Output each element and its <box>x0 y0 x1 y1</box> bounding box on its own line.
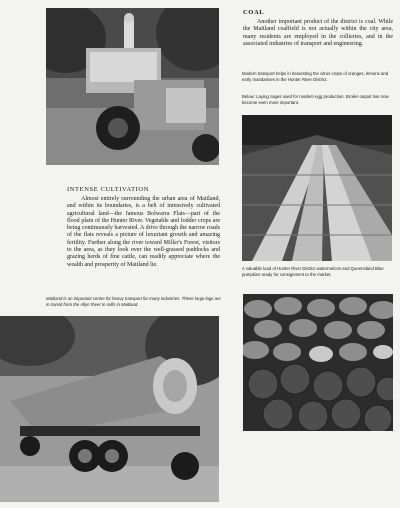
coal-paragraph: Another important product of the district is coal. While the Maitland coalfield is not actually within the city area, many residents are employed in the collieries, and in the associated industries of transport and engineering. <box>243 19 393 47</box>
log-truck-photo <box>0 316 219 502</box>
laying-cages-photo <box>242 115 392 261</box>
tractor-harvest-photo <box>46 8 219 165</box>
pumpkins-caption: A valuable load of Hunter River District watermelons and Queensland Blue pumpkins ready for consignment to the market. <box>242 266 384 277</box>
pumpkins-watermelons-photo <box>243 294 393 431</box>
transport-caption: Modern transport helps in harvesting the citrus crops of oranges, lemons and early mandarines in the Hunter River District. <box>242 71 389 82</box>
laying-cages-caption: Below: Laying cages used for modern egg production. Broiler output has now become even more important. <box>242 94 389 105</box>
intense-cultivation-heading: INTENSE CULTIVATION <box>67 186 149 193</box>
log-transport-caption: Maitland is an important centre for heavy transport for many industries. These large logs are in transit from the Allyn River to mills in Maitland. <box>46 296 221 307</box>
coal-heading: COAL <box>243 9 265 16</box>
intense-cultivation-paragraph: Almost entirely surrounding the urban area of Maitland, and within its boundaries, is a belt of intensively cultivated agricultural land—the famous Bolwarra Flats—part of the flood plain of the Hunter River. Vegetable and fodder crops are being continuously harvested. A drive through the narrow roads of the flats reveals a picture of luxuriant growth and amazing fertility. Further along the river toward Miller's Forest, visitors to the area, as they look over the well-grassed paddocks and grazing herds of fine cattle, can readily appreciate where the wealth and prosperity of Maitland lie. <box>67 196 220 268</box>
